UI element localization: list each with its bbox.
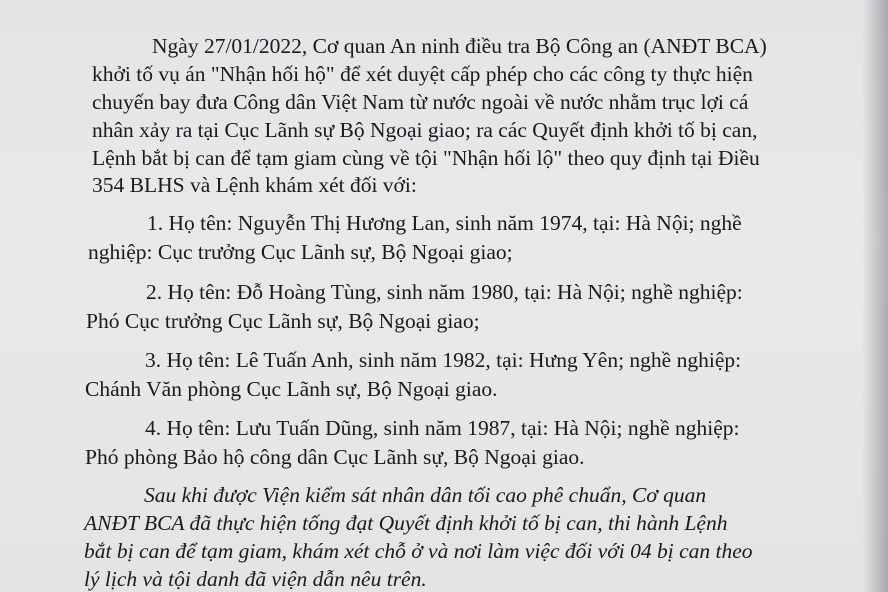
intro-line-1: Ngày 27/01/2022, Cơ quan An ninh điều tra Bộ Công an (ANĐT BCA) <box>152 34 767 58</box>
item-3-line-2: Chánh Văn phòng Cục Lãnh sự, Bộ Ngoại giao. <box>85 377 498 401</box>
page-edge-shadow <box>862 0 888 592</box>
intro-line-2: khởi tố vụ án "Nhận hối hộ" để xét duyệt cấp phép cho các công ty thực hiện <box>92 62 753 86</box>
item-1-line-2: nghiệp: Cục trưởng Cục Lãnh sự, Bộ Ngoại giao; <box>88 240 513 264</box>
item-2-line-1: 2. Họ tên: Đỗ Hoàng Tùng, sinh năm 1980, tại: Hà Nội; nghề nghiệp: <box>146 280 743 304</box>
item-3-line-1: 3. Họ tên: Lê Tuấn Anh, sinh năm 1982, tại: Hưng Yên; nghề nghiệp: <box>145 348 742 372</box>
item-4-line-2: Phó phòng Bảo hộ công dân Cục Lãnh sự, Bộ Ngoại giao. <box>85 445 585 469</box>
item-1-line-1: 1. Họ tên: Nguyễn Thị Hương Lan, sinh năm 1974, tại: Hà Nội; nghề <box>147 211 742 235</box>
intro-line-4: nhân xảy ra tại Cục Lãnh sự Bộ Ngoại giao; ra các Quyết định khởi tố bị can, <box>92 118 758 142</box>
closing-line-3: bắt bị can để tạm giam, khám xét chỗ ở và nơi làm việc đối với 04 bị can theo <box>84 539 753 563</box>
closing-line-4: lý lịch và tội danh đã viện dẫn nêu trên. <box>84 567 427 591</box>
intro-line-3: chuyến bay đưa Công dân Việt Nam từ nước ngoài về nước nhằm trục lợi cá <box>92 90 749 114</box>
intro-line-5: Lệnh bắt bị can để tạm giam cùng về tội "Nhận hối lộ" theo quy định tại Điều <box>92 146 760 170</box>
closing-line-1: Sau khi được Viện kiểm sát nhân dân tối cao phê chuẩn, Cơ quan <box>144 483 707 507</box>
intro-line-6: 354 BLHS và Lệnh khám xét đối với: <box>92 173 417 197</box>
closing-line-2: ANĐT BCA đã thực hiện tống đạt Quyết định khởi tố bị can, thi hành Lệnh <box>84 511 728 535</box>
item-4-line-1: 4. Họ tên: Lưu Tuấn Dũng, sinh năm 1987, tại: Hà Nội; nghề nghiệp: <box>145 416 740 440</box>
item-2-line-2: Phó Cục trưởng Cục Lãnh sự, Bộ Ngoại giao; <box>86 309 480 333</box>
